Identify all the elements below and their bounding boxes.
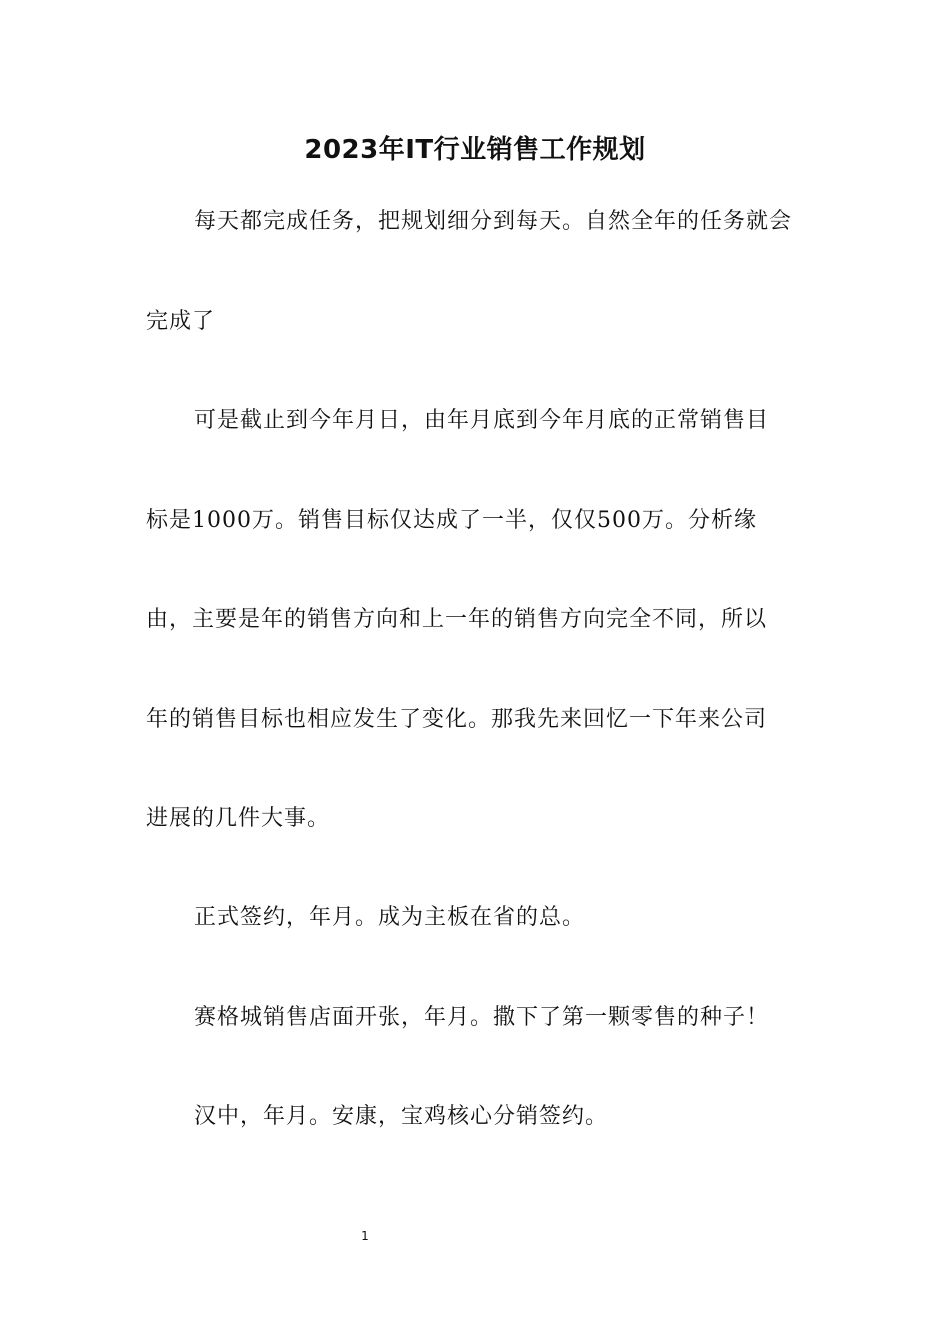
paragraph-line: 汉中，年月。安康，宝鸡核心分销签约。 <box>194 1104 609 1129</box>
paragraph-line: 赛格城销售店面开张，年月。撒下了第一颗零售的种子！ <box>194 1005 770 1030</box>
paragraph-line: 标是1000万。销售目标仅达成了一半，仅仅500万。分析缘 <box>146 508 757 533</box>
page-number: 1 <box>361 1229 369 1243</box>
paragraph-line: 每天都完成任务，把规划细分到每天。自然全年的任务就会 <box>194 209 793 234</box>
paragraph-line: 正式签约，年月。成为主板在省的总。 <box>194 905 586 930</box>
paragraph-line: 进展的几件大事。 <box>146 806 331 831</box>
paragraph-line: 由，主要是年的销售方向和上一年的销售方向完全不同，所以 <box>146 607 768 632</box>
paragraph-line: 年的销售目标也相应发生了变化。那我先来回忆一下年来公司 <box>146 707 768 732</box>
paragraph-line: 完成了 <box>146 309 216 334</box>
paragraph-line: 可是截止到今年月日，由年月底到今年月底的正常销售目 <box>194 408 770 433</box>
document-title: 2023年IT行业销售工作规划 <box>304 135 646 165</box>
